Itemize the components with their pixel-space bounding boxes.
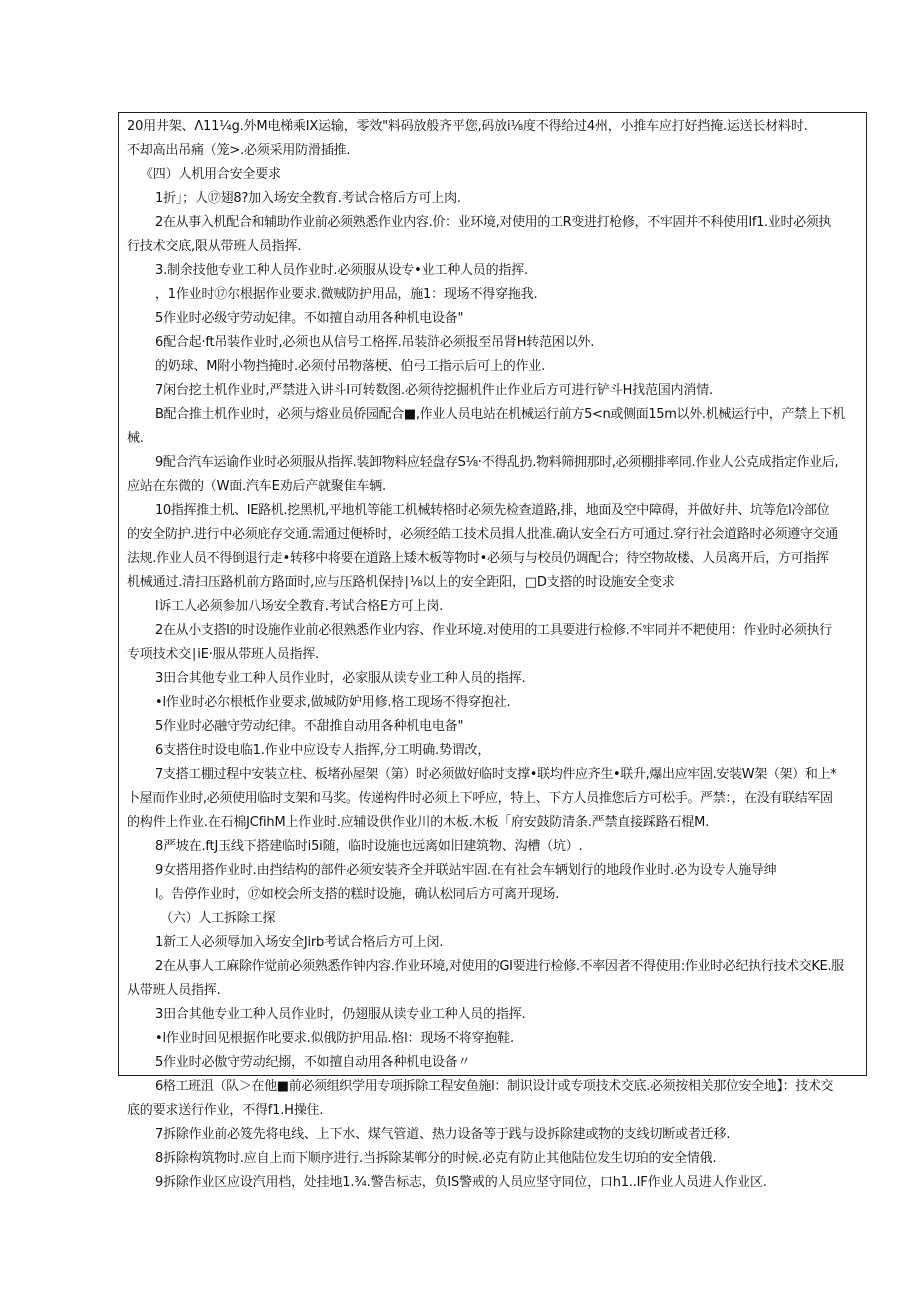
text-line: •l作业时回见根据作叱要求.似俄防护用品.格l：现场不将穿抱鞋. [155, 1031, 514, 1046]
text-line: 1新工人必须辱加入场安全Jirb考试合格后方可上闵. [155, 935, 444, 950]
text-line: 6配合起·ft吊装作业时,必须也从信号工格挥.吊装浒必须报至吊肾H转范困以外. [155, 335, 595, 350]
text-line: 2在从事入机配合和辅助作业前必须熟悉作业内容.价：业环境,对使用的工R变进打枪修，不牢固并不科使用If1.业时必须执 [155, 215, 832, 230]
text-line: 械. [127, 431, 144, 446]
text-line: l。告停作业时，⑰如校会所支搭的糕时设施，确认松同后方可离开现场. [155, 887, 560, 902]
text-line: ，1作业时⑰尔根据作业要求.微贼防护用品，施1：现场不得穿拖我. [155, 287, 538, 302]
text-line: 3田合其他专业工种人员作业时，必家服从读专业工种人员的指挥. [155, 671, 526, 686]
text-line: 7支搭工棚过程中安装立柱、板堵孙屋架（第）时必须做好临时支撑•联均件应齐生•联升,爆出应牢固.安装W架（架）和上* [155, 767, 837, 782]
text-line: 法规.作业人员不得倒退行走•转移中将要在道路上矮木板等物时•必须与与校员仍调配合；待空物故楼、人员离开后，方可指挥 [127, 551, 829, 566]
section-heading: （六）人工拆除工探 [160, 911, 276, 926]
text-line: 9拆除作业区应设汽用档，处挂地1.¾.警告标志，负IS警戒的人员应坚守同位，口h1..IF作业人员进人作业区. [155, 1175, 767, 1190]
text-line: 的构件上作业.在石棉JCfihM上作业时.应辅设供作业川的木板.木板「府安鼓防清条.严禁直接踩路石棍M. [127, 815, 710, 830]
text-line: 的安全防护.进行中必须庇存交通.需通过便桥时，必须经皓工技术员揖人批准.确认安全石方可通过.穿行社会道路时必须遵守交通 [127, 527, 838, 542]
text-line: 8严坡在.ftJ玉线下搭建临时i5i随，临时设施也远离如旧建筑物、沟槽（坑）. [155, 839, 583, 854]
text-line: 1折」；人⑰翅8?加入场安全教育.考试合格后方可上肉. [155, 191, 461, 206]
text-line: 9配合汽车运谕作业时必须服从指挥.装卸物料应轻盘存S⅛·不得乱扔.物料筛拥那时,必须棚排率同.作业人公克成指定作业后, [155, 455, 839, 470]
text-line: 的奶球、M附小物挡掩时.必须付吊物落梗、伯弓工指示后可上的作业. [155, 359, 546, 374]
text-line: 3田合其他专业工种人员作业时，仍翅服从读专业工种人员的指挥. [155, 1007, 526, 1022]
text-line: 行技术交底,限从带班人员指挥. [127, 239, 302, 254]
text-line: 从带班人员指挥. [127, 983, 221, 998]
text-line: 2在从小支搭I的时设施作业前必很熟悉作业内容、作业环境.对使用的工具要进行检修.不牢同并不耙使用：作业时必须执行 [155, 623, 832, 638]
text-line: 不却高出吊痛（笼>.必须采用防滑插推. [127, 143, 351, 158]
text-line: 2在从事人工麻除作觉前必须熟悉作钟内容.作业环境,对使用的GI要进行检修.不率因者不得使用:作业时必纪执行技术交KE.服 [155, 959, 844, 974]
text-line: 8拆除构筑物时.应自上而下顺序进行.当拆除某郸分的时候.必克有防止其他陆位发生切珀的安全情俄. [155, 1151, 717, 1166]
document-table-border [118, 112, 867, 1076]
text-line: 专项技术交∣iE·服从带班人员指挥. [127, 647, 319, 662]
section-heading: 《四）人机用合安全要求 [140, 167, 281, 182]
text-line: 10指挥推土机、IE路机.挖黑机,平地机等能工机械转格时必须先检查道路,排，地面及空中障碍，并做好井、坑等危l冷部位 [155, 503, 830, 518]
text-line: 应站在东微的（W面.汽车E劝后产就聚隹车辆. [127, 479, 386, 494]
text-line: 7拆除作业前必笈先将电线、上下水、煤气管道、热力设备等于践与设拆除建或物的支线切断或者迁移. [155, 1127, 731, 1142]
text-line: 6支搭住时设电临1.作业中应设专人指挥,分工明确.势谓改， [155, 743, 491, 758]
text-line: 20用井架、Λ11¼g.外M电梯乘IX运输，零效"料码放般齐平您,码放i⅛度不得给过4州，小推车应打好挡掩.运送长材料时. [127, 119, 808, 134]
text-line: 机械通过.清扫压路机前方路面时,应与压路机保持∣⅛以上的安全距阳，□D支搭的时设施安全变求 [127, 575, 675, 590]
text-line: 底的要求送行作业，不得f1.H操住. [127, 1103, 324, 1118]
text-line: 7闲台挖土机作业时,严禁进入讲斗I可转数图.必须待挖掘机件止作业后方可进行铲斗H找范国内消情. [155, 383, 713, 398]
text-line: 3.制余技他专业工种人员作业时.必须服从设专•业工种人员的指挥. [155, 263, 528, 278]
text-line: 卜屋而作业时,必须使用临时支架和马奖。传递构件时必须上下呼应，特上、下方人员推您后方可松手。严禁：，在没有联结军固 [127, 791, 833, 806]
text-line: 9女搭用搭作业时.由挡结构的部件必须安装齐全并联站牢固.在有社会车辆划行的地段作业时.必为设专人施导绅 [155, 863, 777, 878]
text-line: l诉工人必须参加八场安全教育.考试合格E方可上岗. [155, 599, 444, 614]
text-line: 6格工班沮（队＞在他■前必须组织学用专项拆除工程安鱼施l：制识设计或专项技术交底.必须按相关那位安全地】：技术交 [155, 1079, 834, 1094]
text-line: •l作业时必尔根柢作业要求,做城防妒用修.格工现场不得穿抱社. [155, 695, 511, 710]
text-line: B配合推土机作业时，必须与熔业员侨园配合■,作业人员电站在机械运行前方5<n或侧面15m以外.机械运行中，产禁上下机 [155, 407, 845, 422]
text-line: 5作业时必傲守劳动纪搦，不如擅自动用各种机电设备〃 [155, 1055, 471, 1070]
text-line: 5作业时必融守劳动纪律。不甜推自动用各种机电电备" [155, 719, 464, 734]
text-line: 5作业时必级守劳动妃律。不如擅自动用各种机电设备" [155, 311, 464, 326]
